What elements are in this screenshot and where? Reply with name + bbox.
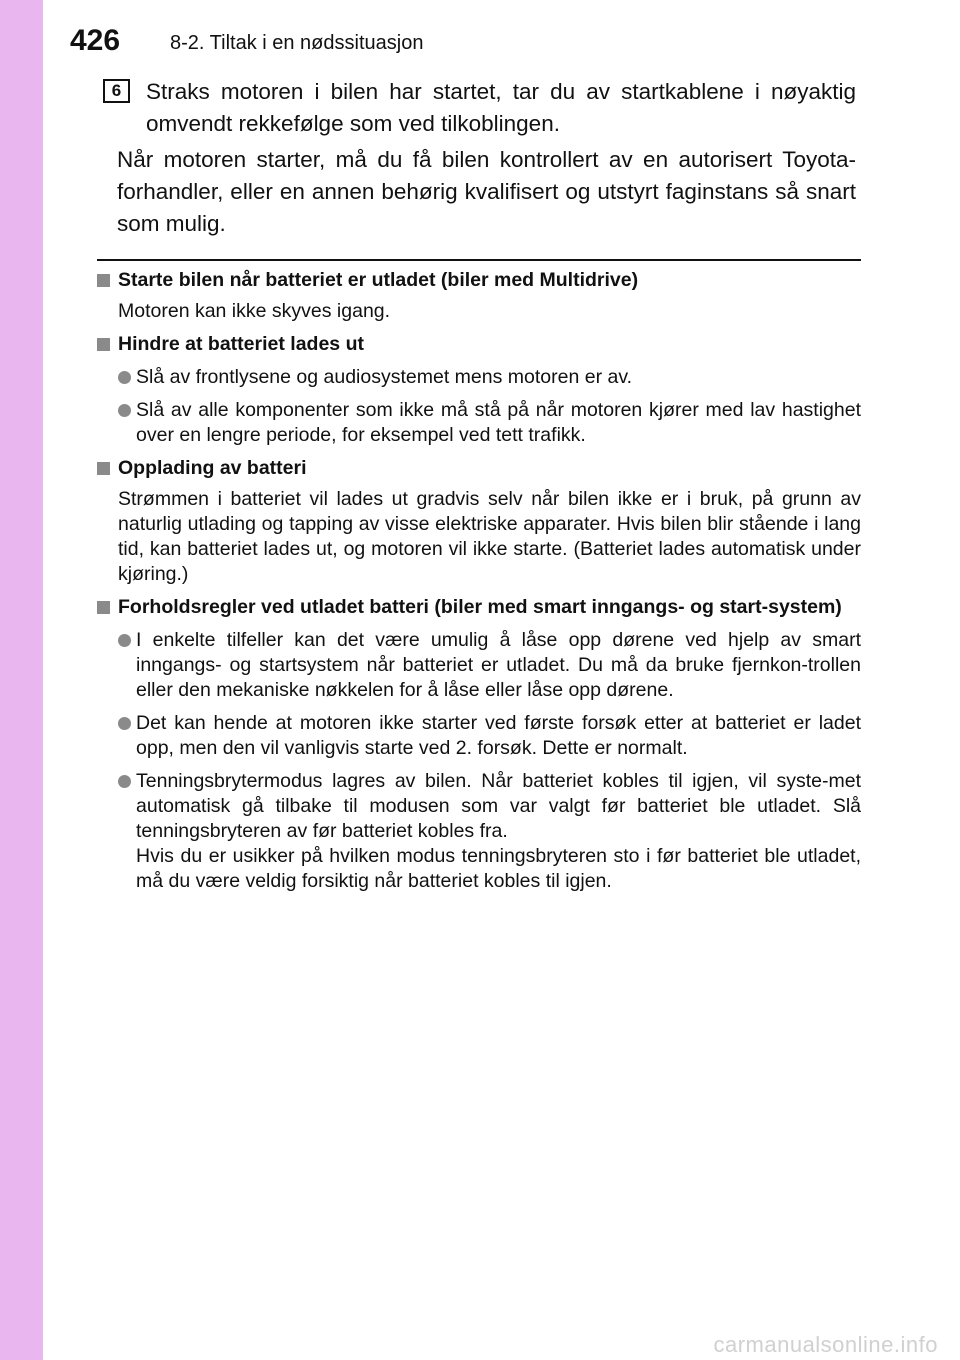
list-item [97,769,861,894]
notes-section [97,268,861,894]
list-item-text: Hvis du er usikker på hvilken modus tenningsbryteren sto i før batteriet ble utladet, må du være veldig forsiktig når batteriet kobles til igjen. [136,845,861,892]
list-item [97,711,861,761]
circle-bullet-icon [118,717,131,730]
note-title-text: Hindre at batteriet lades ut [118,333,364,355]
list-item-text: I enkelte tilfeller kan det være umulig å låse opp dørene ved hjelp av smart inngangs- og startsystem når batteriet er utladet. Du må da bruke fjernkon-trollen eller den mekaniske nøkkelen for å låse eller låse opp dørene. [136,629,861,701]
circle-bullet-icon [118,404,131,417]
list-item-text: Slå av frontlysene og audiosystemet mens motoren er av. [136,366,633,388]
note-prevent-discharge [97,332,861,448]
note-title [97,456,861,481]
list-item-text: Slå av alle komponenter som ikke må stå på når motoren kjører med lav hastighet over en lengre periode, for eksempel ved tett trafikk. [136,399,861,446]
list-item-text: Det kan hende at motoren ikke starter ved første forsøk etter at batteriet er ladet opp, men den vil vanligvis starte ved 2. forsøk. Dette er normalt. [136,712,861,759]
section-divider [97,259,861,261]
note-body: Motoren kan ikke skyves igang. [118,300,391,322]
note-title-text: Opplading av batteri [118,457,307,479]
note-discharged-battery-precautions [97,595,861,894]
list-item [97,365,861,390]
note-body: Strømmen i batteriet vil lades ut gradvis selv når bilen ikke er i bruk, på grunn av naturlig utlading og tapping av visse elektriske apparater. Hvis bilen blir stående i lang tid, kan batteriet lades ut, og motoren vil ikke starte. (Batteriet lades automatisk under kjøring.) [118,488,861,585]
step-number-box: 6 [103,79,130,103]
note-multidrive [97,268,861,324]
square-bullet-icon [97,601,110,614]
note-title [97,332,861,357]
note-title [97,268,861,293]
square-bullet-icon [97,462,110,475]
note-title-text: Forholdsregler ved utladet batteri (biler med smart inngangs- og start-system) [118,596,842,618]
step-text: Straks motoren i bilen har startet, tar du av startkablene i nøyaktig omvendt rekkefølge som ved tilkoblingen. [146,79,856,136]
list-item [97,398,861,448]
circle-bullet-icon [118,634,131,647]
page-number: 426 [70,24,121,57]
note-battery-charging [97,456,861,587]
circle-bullet-icon [118,371,131,384]
step-followup-text: Når motoren starter, må du få bilen kontrollert av en autorisert Toyota-forhandler, eller en annen behørig kvalifisert og utstyrt faginstans så snart som mulig. [117,147,856,236]
watermark: carmanualsonline.info [713,1332,938,1357]
list-item [97,628,861,703]
circle-bullet-icon [118,775,131,788]
square-bullet-icon [97,338,110,351]
list-item-text: Tenningsbrytermodus lagres av bilen. Når batteriet kobles til igjen, vil syste-met automatisk gå tilbake til modusen som var valgt før batteriet ble utladet. Slå tenningsbryteren av før batteriet kobles fra. [136,770,861,842]
section-title: 8-2. Tiltak i en nødssituasjon [170,32,424,54]
note-title [97,595,861,620]
square-bullet-icon [97,274,110,287]
note-title-text: Starte bilen når batteriet er utladet (biler med Multidrive) [118,269,639,291]
chapter-sidebar-tab [0,0,43,1360]
